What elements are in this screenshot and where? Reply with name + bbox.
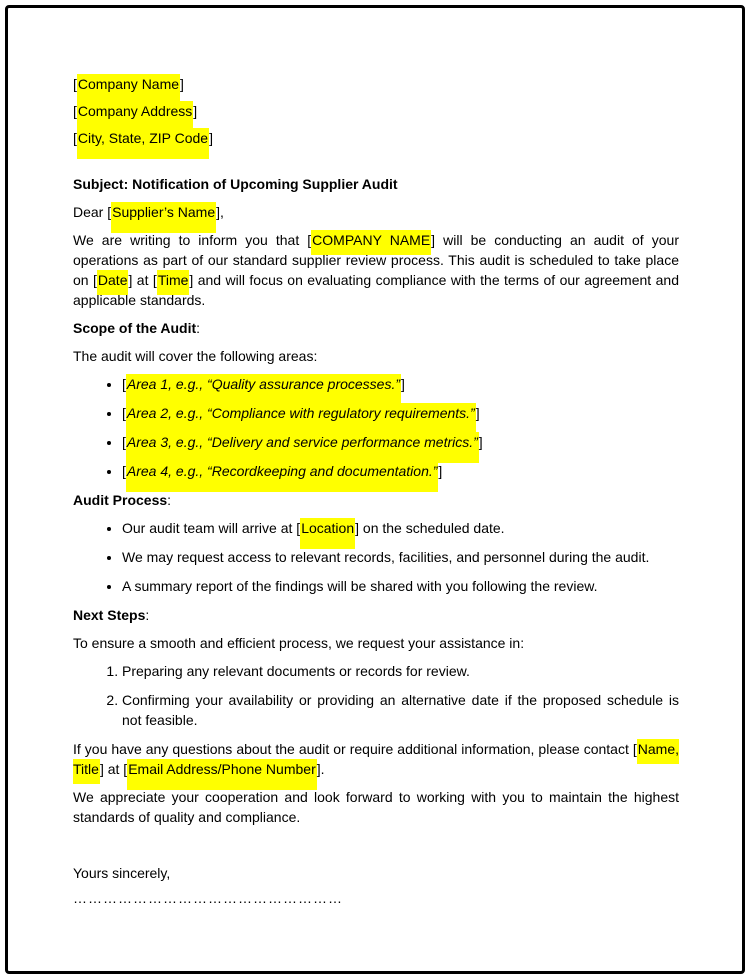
bracket-close: ] — [193, 103, 198, 119]
next-steps-heading-label: Next Steps — [73, 607, 146, 623]
intro-text-2: will be conducting an audit of your operations as part of our standard supplier review process. This audit is scheduled to take place on — [73, 232, 679, 288]
contact-text-1: If you have any questions about the audit or require additional information, please contact — [73, 741, 633, 757]
contact-text-2: at — [103, 761, 124, 777]
sender-address-block — [73, 74, 679, 148]
signoff: Yours sincerely, — [73, 865, 171, 881]
salutation — [73, 202, 679, 222]
bracket-open: [ — [122, 463, 126, 479]
bracket-close: ] — [475, 405, 480, 421]
bracket-open: [ — [73, 103, 77, 119]
next-steps-heading — [73, 605, 679, 625]
bracket-open: [ — [122, 405, 126, 421]
placeholder-area-2: Area 2, e.g., “Compliance with regulatory requirements.” — [126, 403, 476, 434]
placeholder-date: Date — [97, 270, 129, 295]
bracket-open: [ — [152, 272, 157, 288]
process-list — [73, 518, 679, 596]
intro-text-4: and will focus on evaluating compliance with the terms of our agreement and applicable standards. — [73, 272, 679, 308]
placeholder-supplier-name: Supplier’s Name — [111, 202, 216, 233]
scope-area-list — [73, 374, 679, 481]
address-line-company-name — [73, 74, 679, 94]
placeholder-area-3: Area 3, e.g., “Delivery and service performance metrics.” — [126, 432, 479, 463]
process-heading — [73, 490, 679, 510]
scope-area-item — [122, 374, 679, 394]
next-steps-item: 1. Preparing any relevant documents or records for review. — [122, 661, 679, 681]
bracket-open: [ — [123, 761, 128, 777]
signature-line: ……………………………………………… — [73, 890, 343, 906]
bracket-open: [ — [122, 376, 126, 392]
salutation-prefix: Dear — [73, 204, 108, 220]
bracket-open: [ — [307, 232, 312, 248]
subject-line: Subject: Notification of Upcoming Supplier Audit — [73, 176, 398, 192]
placeholder-time: Time — [157, 270, 190, 295]
process-heading-label: Audit Process — [73, 492, 168, 508]
bracket-open: [ — [93, 272, 97, 288]
bracket-close: ] — [401, 376, 405, 392]
process-item-arrival — [122, 518, 679, 538]
bracket-close: ] — [355, 520, 360, 536]
bracket-open: [ — [73, 76, 77, 92]
address-line-city-state-zip — [73, 128, 679, 148]
appreciation-paragraph: We appreciate your cooperation and look forward to working with you to maintain the highest standards of quality and compliance. — [73, 789, 679, 825]
letter-page — [5, 5, 745, 974]
scope-lead: The audit will cover the following areas: — [73, 348, 318, 364]
next-steps-item: 2. Confirming your availability or providing an alternative date if the proposed schedule is not feasible. — [122, 690, 679, 730]
scope-heading-label: Scope of the Audit — [73, 320, 197, 336]
bracket-close: ] — [216, 204, 220, 220]
scope-area-item — [122, 461, 679, 481]
intro-paragraph — [73, 230, 679, 310]
intro-text-3: at — [132, 272, 153, 288]
next-steps-lead: To ensure a smooth and efficient process, we request your assistance in: — [73, 635, 525, 651]
placeholder-area-1: Area 1, e.g., “Quality assurance processes.” — [126, 374, 401, 405]
contact-text-3: . — [320, 761, 325, 777]
scope-area-item — [122, 403, 679, 423]
placeholder-location: Location — [300, 518, 355, 549]
salutation-suffix: , — [220, 204, 224, 220]
bracket-close: ] — [478, 434, 483, 450]
bracket-open: [ — [122, 434, 126, 450]
bracket-close: ] — [438, 463, 443, 479]
bracket-close: ] — [128, 272, 133, 288]
placeholder-area-4: Area 4, e.g., “Recordkeeping and documentation.” — [126, 461, 439, 492]
bracket-close: ] — [99, 761, 104, 777]
bracket-close: ] — [189, 272, 194, 288]
next-steps-heading-colon: : — [145, 607, 150, 623]
placeholder-company-name: Company Name — [77, 74, 180, 105]
bracket-open: [ — [632, 741, 637, 757]
process-heading-colon: : — [167, 492, 172, 508]
contact-paragraph — [73, 739, 679, 779]
scope-heading — [73, 318, 679, 338]
scope-heading-colon: : — [196, 320, 201, 336]
placeholder-email-phone: Email Address/Phone Number — [127, 759, 317, 790]
address-line-company-address — [73, 101, 679, 121]
placeholder-company-address: Company Address — [77, 101, 193, 132]
next-steps-list — [73, 661, 679, 730]
intro-text-1: We are writing to inform you that — [73, 232, 308, 248]
placeholder-name-title: Name, Title — [73, 739, 679, 784]
bracket-close: ] — [180, 76, 184, 92]
process-arrival-text-2: on the scheduled date. — [359, 520, 505, 536]
bracket-open: [ — [107, 204, 112, 220]
placeholder-company-name-inline: COMPANY NAME — [311, 230, 431, 255]
bracket-close: ] — [431, 232, 436, 248]
scope-area-item — [122, 432, 679, 452]
process-item: • A summary report of the findings will be shared with you following the review. — [122, 576, 679, 596]
bracket-open: [ — [73, 130, 77, 146]
process-arrival-text-1: Our audit team will arrive at — [122, 520, 297, 536]
bracket-close: ] — [209, 130, 213, 146]
placeholder-city-state-zip: City, State, ZIP Code — [77, 128, 209, 159]
bracket-close: ] — [316, 761, 321, 777]
process-item: • We may request access to relevant records, facilities, and personnel during the audit. — [122, 547, 679, 567]
bracket-open: [ — [296, 520, 301, 536]
